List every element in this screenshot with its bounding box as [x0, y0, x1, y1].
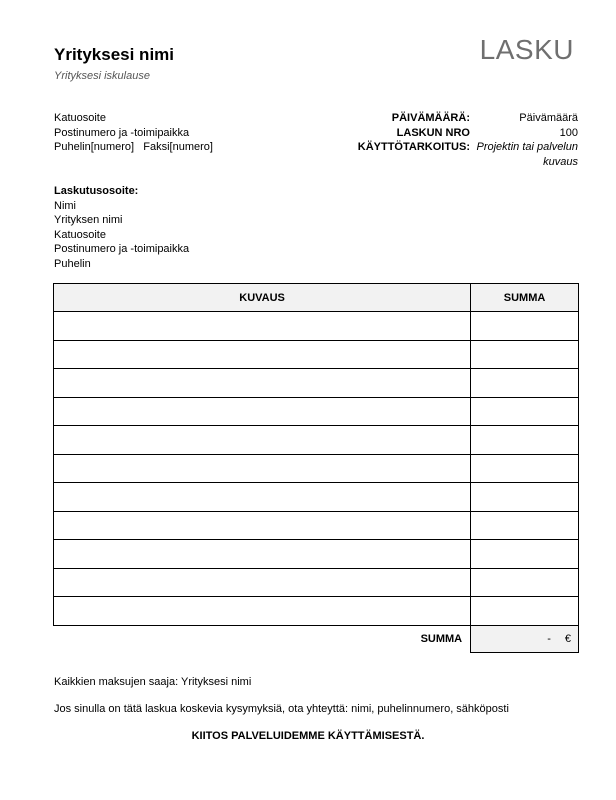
total-value: -: [547, 632, 551, 645]
table-row: [54, 340, 579, 369]
purpose-row: [340, 140, 578, 169]
table-row: [54, 426, 579, 455]
invoice-number-row: [340, 126, 578, 141]
amount-cell[interactable]: [471, 369, 579, 398]
document-title: LASKU: [479, 34, 574, 65]
table-row: [54, 454, 579, 483]
amount-cell[interactable]: [471, 340, 579, 369]
payee-note: Kaikkien maksujen saaja: Yrityksesi nimi: [54, 676, 252, 688]
date-value: Päivämäärä: [519, 112, 578, 124]
date-label: PÄIVÄMÄÄRÄ:: [391, 112, 470, 124]
table-row: [54, 312, 579, 341]
table-row: [54, 369, 579, 398]
total-row: [54, 625, 579, 652]
invoice-number-value: 100: [559, 126, 578, 139]
billing-company: Yrityksen nimi: [54, 214, 123, 226]
invoice-meta: [340, 111, 578, 169]
contact-note: Jos sinulla on tätä laskua koskevia kysymyksiä, ota yhteyttä: nimi, puhelinnumero, sähköposti: [54, 703, 509, 715]
amount-cell[interactable]: [471, 597, 579, 626]
date-row: [340, 111, 578, 126]
description-cell[interactable]: [54, 454, 471, 483]
purpose-label: KÄYTTÖTARKOITUS:: [357, 141, 470, 153]
amount-cell[interactable]: [471, 568, 579, 597]
table-header-row: [54, 284, 579, 312]
amount-cell[interactable]: [471, 540, 579, 569]
description-cell[interactable]: [54, 511, 471, 540]
description-cell[interactable]: [54, 568, 471, 597]
billing-label: Laskutusosoite:: [54, 185, 139, 197]
billing-postal: Postinumero ja -toimipaikka: [54, 243, 190, 255]
total-label: SUMMA: [54, 625, 471, 652]
column-header-description: KUVAUS: [54, 284, 471, 312]
sender-postal: Postinumero ja -toimipaikka: [54, 126, 190, 139]
description-cell[interactable]: [54, 540, 471, 569]
description-cell[interactable]: [54, 312, 471, 341]
billing-phone: Puhelin: [54, 257, 91, 270]
billing-street: Katuosoite: [54, 228, 106, 241]
sender-street: Katuosoite: [54, 112, 106, 124]
company-name: Yrityksesi nimi: [54, 45, 175, 64]
table-row: [54, 511, 579, 540]
table-row: [54, 540, 579, 569]
amount-cell[interactable]: [471, 454, 579, 483]
currency-symbol: €: [564, 632, 571, 645]
sender-address: [54, 111, 213, 155]
invoice-number-label: LASKUN NRO: [396, 126, 470, 139]
description-cell[interactable]: [54, 483, 471, 512]
total-value-cell: [471, 625, 579, 652]
table-row: [54, 597, 579, 626]
billing-name: Nimi: [54, 199, 76, 212]
invoice-items-table: [53, 283, 579, 653]
thank-you-note: KIITOS PALVELUIDEMME KÄYTTÄMISESTÄ.: [191, 730, 425, 742]
description-cell[interactable]: [54, 426, 471, 455]
company-slogan: Yrityksesi iskulause: [54, 70, 150, 82]
sender-phone-fax: Puhelin[numero] Faksi[numero]: [54, 141, 213, 153]
amount-cell[interactable]: [471, 483, 579, 512]
description-cell[interactable]: [54, 397, 471, 426]
description-cell[interactable]: [54, 340, 471, 369]
table-row: [54, 397, 579, 426]
table-row: [54, 483, 579, 512]
description-cell[interactable]: [54, 369, 471, 398]
amount-cell[interactable]: [471, 397, 579, 426]
purpose-value: Projektin tai palvelun kuvaus: [476, 141, 578, 168]
table-row: [54, 568, 579, 597]
amount-cell[interactable]: [471, 426, 579, 455]
amount-cell[interactable]: [471, 312, 579, 341]
column-header-amount: SUMMA: [471, 284, 579, 312]
description-cell[interactable]: [54, 597, 471, 626]
amount-cell[interactable]: [471, 511, 579, 540]
billing-address: [54, 184, 189, 271]
